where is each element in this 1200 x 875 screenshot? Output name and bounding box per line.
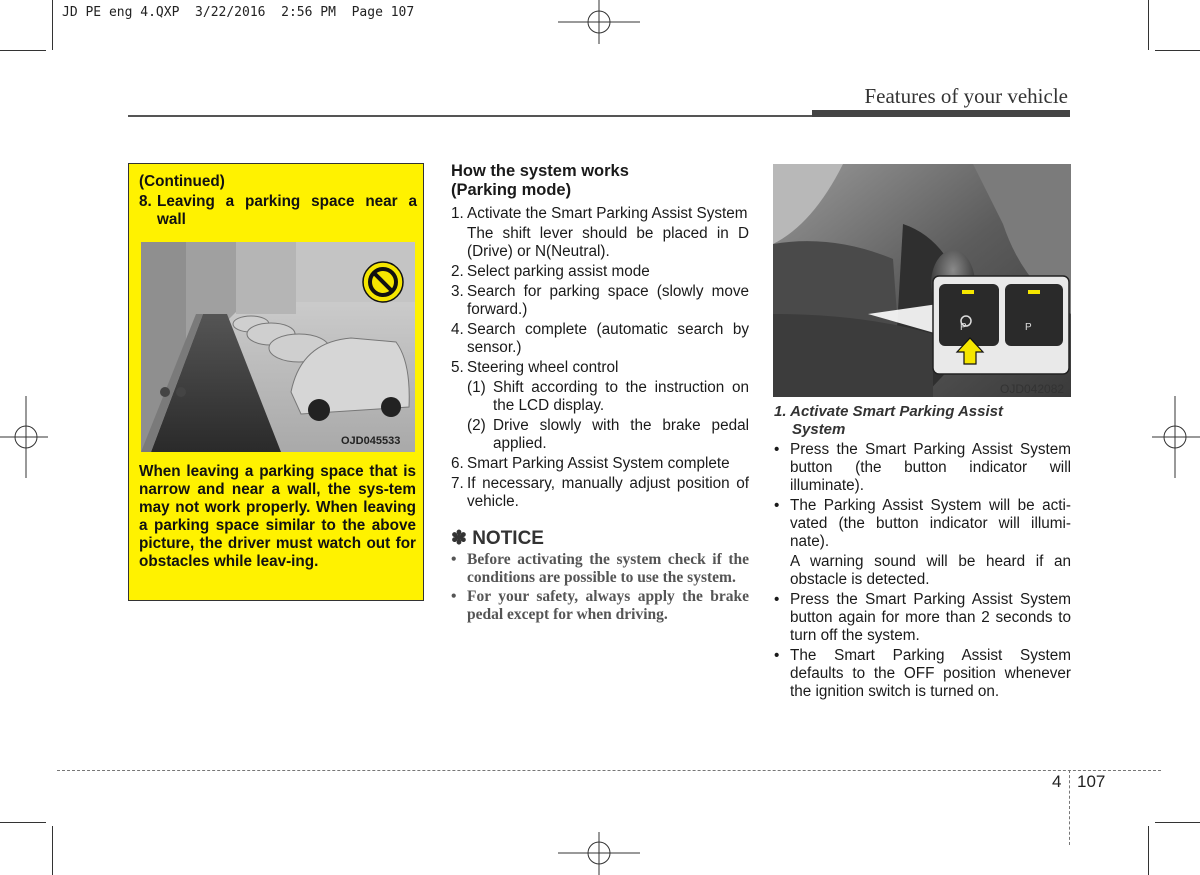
bullet-text: Press the Smart Parking Assist System button (the button indicator will illuminate). [790, 441, 1071, 494]
heading-line-2: (Parking mode) [451, 181, 572, 199]
page-number: 107 [1077, 772, 1106, 791]
activate-instructions [774, 403, 1071, 701]
step-number: 3. [451, 283, 464, 300]
sub-step-text: Shift according to the instruction on the LCD display. [493, 379, 749, 414]
step-number: 1. [451, 205, 464, 222]
caution-item-number: 8. [139, 193, 152, 210]
notice-item [451, 588, 749, 624]
sub-step-item [451, 417, 749, 453]
indicator-light [1028, 290, 1040, 294]
bullet-paragraph: A warning sound will be heard if an obstacle is detected. [790, 553, 1071, 588]
notice-heading: ✽ NOTICE [451, 528, 544, 549]
step-text: The shift lever should be placed in D (Drive) or N(Neutral). [467, 225, 749, 260]
notice-item-text: For your safety, always apply the brake pedal except for when driving. [467, 588, 749, 623]
step-text: Search for parking space (slowly move forward.) [467, 283, 749, 318]
bullet-item [774, 591, 1071, 645]
step-number: 6. [451, 455, 464, 472]
step-text: Activate the Smart Parking Assist System [467, 205, 748, 222]
caution-box [128, 163, 424, 601]
step-number: 2. [451, 263, 464, 280]
bullet-text: The Smart Parking Assist System defaults to the OFF position whenever the ignition switch is turned on. [790, 647, 1071, 700]
notice-item-text: Before activating the system check if the conditions are possible to use the system. [467, 551, 749, 586]
step-number: 7. [451, 475, 464, 492]
heading-line-1: How the system works [451, 162, 629, 180]
parking-wall-illustration [141, 242, 415, 452]
indicator-light [962, 290, 974, 294]
bullet-dot: • [774, 441, 780, 458]
how-system-works [451, 162, 749, 624]
bullet-dot: • [774, 497, 780, 514]
bullet-text: Press the Smart Parking Assist System button again for more than 2 seconds to turn off the system. [790, 591, 1071, 644]
step-text: If necessary, manually adjust position of vehicle. [467, 475, 749, 510]
chapter-number: 4 [1052, 772, 1062, 791]
bullet-item [774, 441, 1071, 495]
section-title: Features of your vehicle [864, 84, 1068, 108]
print-slug: JD PE eng 4.QXP 3/22/2016 2:56 PM Page 107 [62, 5, 415, 20]
step-item [451, 475, 749, 511]
sub-step-number: (1) [467, 379, 486, 396]
step-item [451, 205, 749, 223]
image-code-1: OJD045533 [341, 435, 401, 447]
step-text: Select parking assist mode [467, 263, 650, 280]
notice-list [451, 551, 749, 624]
step-item [451, 455, 749, 473]
bullet-text: The Parking Assist System will be acti-vated (the button indicator will illumi-nate). [790, 497, 1071, 550]
caution-item [139, 193, 417, 229]
sub-step-item [451, 379, 749, 415]
footer-rule [57, 770, 1161, 771]
image-code-2: OJD042082 [1000, 382, 1065, 396]
button-label: P [960, 322, 967, 333]
step-number: 4. [451, 321, 464, 338]
bullet-item [774, 497, 1071, 551]
notice-item [451, 551, 749, 587]
bullet-item [774, 647, 1071, 701]
continued-label: (Continued) [139, 173, 225, 190]
sub-step-number: (2) [467, 417, 486, 434]
spas-button-photo [773, 164, 1071, 397]
step-number: 5. [451, 359, 464, 376]
step-text: Smart Parking Assist System complete [467, 455, 730, 472]
bullet-dot: • [451, 551, 457, 568]
step-item [451, 263, 749, 281]
figure-caption [774, 403, 1071, 439]
caption-line-2: System [792, 421, 846, 438]
caption-line-1: 1. Activate Smart Parking Assist [774, 403, 1003, 420]
step-item [451, 283, 749, 319]
step-text: Search complete (automatic search by sensor.) [467, 321, 749, 356]
header-rule-accent [812, 110, 1070, 117]
no-entry-icon [363, 262, 403, 302]
caution-warning-text: When leaving a parking space that is narrow and near a wall, the sys-tem may not work properly. When leaving a parking space similar to the above picture, the driver must watch out for obstacles while leav-ing. [139, 463, 416, 570]
step-text: Steering wheel control [467, 359, 619, 376]
parking-wall-image [141, 242, 415, 452]
bullet-dot: • [774, 591, 780, 608]
sub-step-text: Drive slowly with the brake pedal applied. [493, 417, 749, 452]
console-image [773, 164, 1071, 397]
step-note [451, 225, 749, 261]
bullet-dot: • [451, 588, 457, 605]
step-item [451, 359, 749, 377]
caution-item-title: Leaving a parking space near a wall [157, 193, 417, 228]
button-label: P [1025, 322, 1032, 333]
bullet-dot: • [774, 647, 780, 664]
step-item [451, 321, 749, 357]
